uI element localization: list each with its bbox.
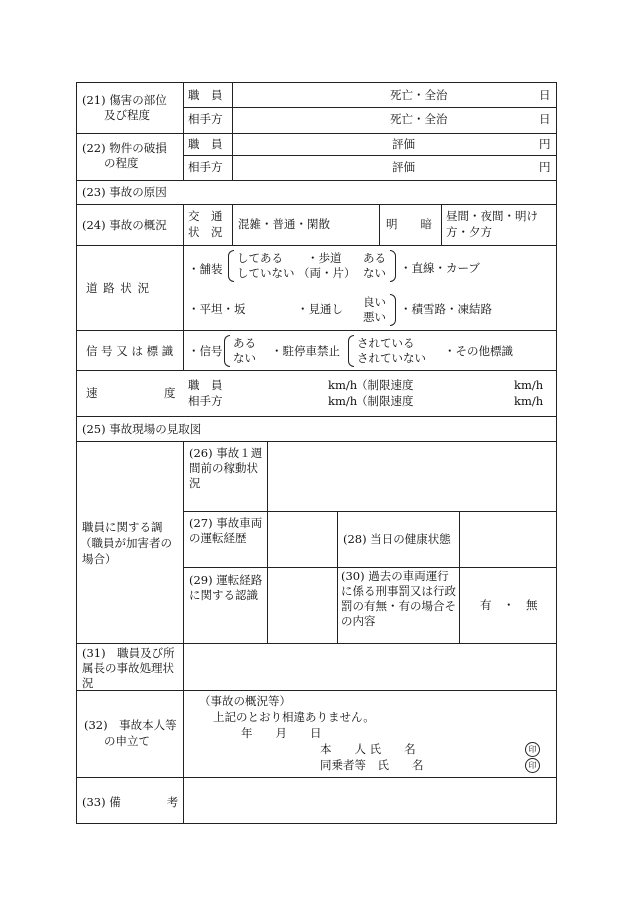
- vline-label-road-signal: [183, 245, 184, 370]
- line-r21-bottom: [76, 133, 557, 134]
- r22-staff: 職 員: [188, 137, 223, 151]
- speed-other: 相手方: [188, 394, 223, 408]
- vline-brightness-l: [379, 204, 380, 245]
- speed-staff-limit: （制限速度: [356, 378, 414, 392]
- r21-staff-day: 日: [539, 88, 551, 102]
- r24-brightness: 明 暗: [386, 217, 432, 231]
- road-bad: 悪い: [363, 310, 386, 324]
- r21-staff-death: 死亡・全治: [390, 88, 448, 102]
- r24-time-b: 方・夕方: [446, 225, 492, 239]
- signal-noparking-brace: [348, 335, 354, 367]
- road-straight: ・直線・カーブ: [400, 261, 480, 275]
- signal-brace: [224, 335, 230, 367]
- r28-label: (28) 当日の健康状態: [343, 532, 451, 546]
- r32-label-a: (32) 事故本人等: [84, 718, 177, 732]
- line-staff-bottom: [76, 643, 557, 644]
- r21-staff: 職 員: [188, 88, 223, 102]
- signal-nai: ない: [233, 351, 256, 365]
- r32-date: 年 月 日: [241, 726, 322, 740]
- vline-label-bottom: [183, 643, 184, 824]
- r24-congestion: 混雑・普通・閑散: [238, 217, 330, 231]
- road-sidewalk: ・歩道: [307, 251, 342, 265]
- line-r23-bottom: [76, 204, 557, 205]
- r22-staff-eval: 評価: [392, 137, 415, 151]
- line-r21-mid: [183, 107, 557, 108]
- r25-label: (25) 事故現場の見取図: [82, 422, 202, 436]
- r22-staff-yen: 円: [539, 137, 551, 151]
- line-r26-bottom: [183, 511, 557, 512]
- signal-other-sign: ・その他標識: [444, 344, 513, 358]
- r21-other: 相手方: [188, 112, 223, 126]
- r32-passenger: 同乗者等 氏 名: [320, 758, 424, 772]
- speed-staff-limit-kmh: km/h: [514, 378, 544, 392]
- line-r27-bottom: [183, 567, 557, 568]
- line-road-bottom: [76, 330, 557, 331]
- speed-other-kmh: km/h: [328, 394, 358, 408]
- r27-label: (27) 事故車両の運転経歴: [189, 516, 263, 545]
- r21-label-b: 及び程度: [104, 108, 150, 122]
- r21-label-a: (21) 傷害の部位: [82, 93, 167, 107]
- r32-passenger-seal: 印: [525, 758, 540, 773]
- road-sidewalk-brace: [390, 250, 396, 282]
- r32-label-b: の申立て: [104, 734, 150, 748]
- road-nai: ない: [363, 266, 386, 280]
- r22-other-eval: 評価: [392, 160, 415, 174]
- line-r32-bottom: [76, 777, 557, 778]
- signal-aru: ある: [233, 336, 256, 350]
- r30-label: (30) 過去の車両運行に係る刑事罰又は行政罰の有無・有の場合その内容: [341, 569, 456, 628]
- line-r25-bottom: [76, 441, 557, 442]
- r21-other-death: 死亡・全治: [390, 112, 448, 126]
- r22-other-yen: 円: [539, 160, 551, 174]
- r32-self: 本 人 氏 名: [320, 742, 416, 756]
- r33-label: (33) 備 考: [82, 795, 179, 809]
- r24-label: (24) 事故の概況: [82, 218, 167, 232]
- road-visibility: ・見通し: [297, 302, 343, 316]
- signal-notdone: されていない: [357, 351, 426, 365]
- r32-self-seal: 印: [525, 742, 540, 757]
- r31-label: (31) 職員及び所属長の事故処理状況: [82, 646, 175, 690]
- r30-ari-nashi: 有 ・ 無: [480, 598, 538, 612]
- speed-other-limit: （制限速度: [356, 394, 414, 408]
- signal-signal: ・信号: [188, 344, 223, 358]
- r24-traffic-b: 状 況: [188, 225, 223, 239]
- vline-label-r21-22: [183, 82, 184, 180]
- speed-other-limit-kmh: km/h: [514, 394, 544, 408]
- r22-label-a: (22) 物件の破損: [82, 141, 167, 155]
- r22-label-b: の程度: [104, 156, 139, 170]
- road-label: 道 路 状 況: [86, 281, 150, 295]
- r32-summary: （事故の概況等）: [199, 694, 291, 708]
- line-signal-bottom: [76, 370, 557, 371]
- road-aru: ある: [363, 251, 386, 265]
- road-sidewalk-both: （両・片）: [298, 266, 356, 280]
- speed-label-a: 速: [86, 386, 98, 400]
- line-r22-bottom: [76, 180, 557, 181]
- road-paved: ・舗装: [188, 262, 223, 276]
- r21-other-day: 日: [539, 112, 551, 126]
- line-r24-bottom: [76, 245, 557, 246]
- road-visibility-brace: [390, 294, 396, 326]
- road-snow: ・積雪路・凍結路: [400, 302, 492, 316]
- vline-r28: [459, 511, 460, 567]
- r24-traffic-a: 交 通: [188, 209, 223, 223]
- vline-staff-mid: [337, 511, 338, 643]
- road-paved-yes: してある: [237, 251, 283, 265]
- line-r22-mid: [183, 155, 557, 156]
- signal-label: 信 号 又 は 標 識: [86, 344, 174, 358]
- staff-label-c: 場合）: [82, 552, 117, 566]
- signal-done: されている: [357, 336, 415, 350]
- vline-sub-r21-22: [232, 82, 233, 180]
- r29-label: (29) 運転経路に関する認識: [189, 573, 263, 602]
- staff-label-a: 職員に関する調: [82, 520, 163, 534]
- line-speed-bottom: [76, 416, 557, 417]
- r26-label: (26) 事故１週間前の稼動状況: [189, 446, 263, 490]
- r23-label: (23) 事故の原因: [82, 185, 167, 199]
- vline-brightness-r: [441, 204, 442, 245]
- vline-staff-sub: [267, 441, 268, 643]
- speed-staff-kmh: km/h: [328, 378, 358, 392]
- r32-confirm: 上記のとおり相違ありません。: [213, 710, 375, 724]
- r24-time-a: 昼間・夜間・明け: [446, 209, 538, 223]
- road-paved-brace: [228, 250, 234, 282]
- signal-noparking: ・駐停車禁止: [271, 344, 340, 358]
- vline-label-r24: [183, 204, 184, 245]
- speed-staff: 職 員: [188, 378, 223, 392]
- r22-other: 相手方: [188, 160, 223, 174]
- vline-label-staff: [183, 441, 184, 643]
- speed-label-b: 度: [164, 386, 176, 400]
- road-flat: ・平坦・坂: [188, 302, 246, 316]
- vline-traffic: [232, 204, 233, 245]
- vline-r30: [459, 567, 460, 643]
- staff-label-b: （職員が加害者の: [80, 536, 172, 550]
- road-good: 良い: [363, 295, 386, 309]
- road-paved-no: していない: [237, 266, 295, 280]
